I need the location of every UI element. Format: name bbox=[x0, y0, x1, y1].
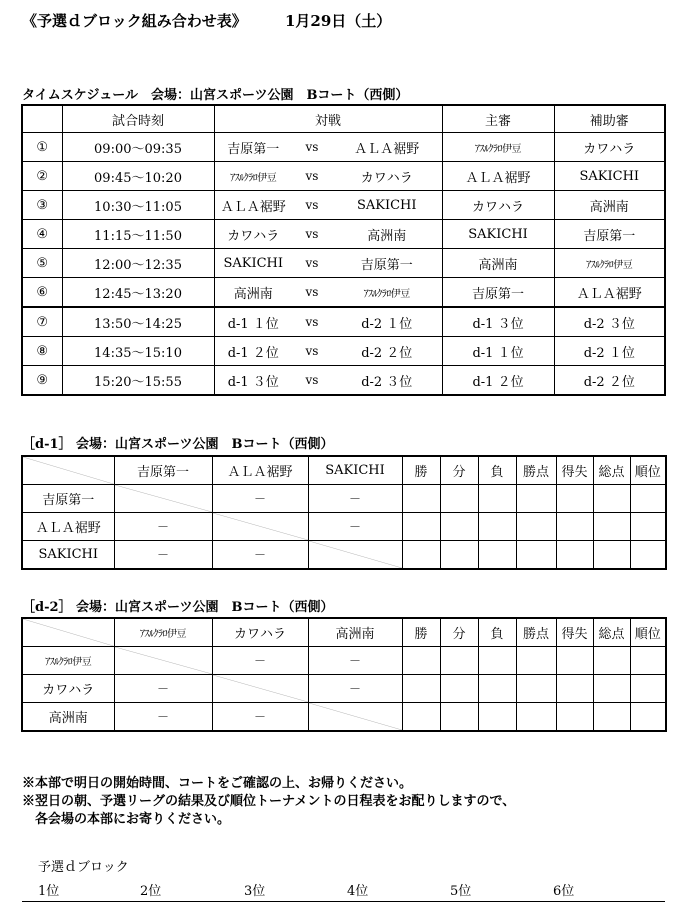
league-stat-cell bbox=[478, 647, 516, 675]
league-stat-cell bbox=[516, 647, 556, 675]
match-time: 11:15〜11:50 bbox=[62, 220, 214, 249]
match-result-cell: － bbox=[114, 541, 212, 570]
league-row bbox=[22, 675, 666, 703]
team1-name: SAKICHI bbox=[214, 249, 292, 278]
league-stat-cell bbox=[440, 513, 478, 541]
schedule-header-time: 試合時刻 bbox=[62, 105, 214, 133]
match-number: ② bbox=[22, 162, 62, 191]
match-number: ⑨ bbox=[22, 366, 62, 396]
league-stat-cell bbox=[556, 675, 593, 703]
rank-label: 6位 bbox=[553, 884, 575, 899]
match-number: ③ bbox=[22, 191, 62, 220]
team1-name: ＡＬＡ裾野 bbox=[214, 191, 292, 220]
team2-name: 吉原第一 bbox=[332, 249, 442, 278]
vs-label: vs bbox=[292, 191, 332, 220]
league-stat-header: 勝点 bbox=[516, 618, 556, 647]
assistant-name: 高洲南 bbox=[554, 191, 665, 220]
self-match-cell bbox=[212, 675, 308, 703]
diagonal-corner-cell bbox=[22, 456, 114, 485]
league-stat-cell bbox=[556, 541, 593, 570]
league-stat-cell bbox=[402, 485, 440, 513]
schedule-row bbox=[22, 278, 665, 308]
team2-name: d-2 １位 bbox=[332, 307, 442, 337]
page-title: 《予選ｄブロック組み合わせ表》 bbox=[22, 12, 247, 30]
team2-name: SAKICHI bbox=[332, 191, 442, 220]
league-stat-header: 順位 bbox=[630, 456, 666, 485]
league-stat-cell bbox=[516, 513, 556, 541]
referee-name: ＡＬＡ裾野 bbox=[442, 162, 554, 191]
league-stat-cell bbox=[593, 703, 630, 732]
diagonal-corner-cell bbox=[22, 618, 114, 647]
league-stat-header: 得失 bbox=[556, 456, 593, 485]
referee-name: d-1 ２位 bbox=[442, 366, 554, 396]
match-time: 13:50〜14:25 bbox=[62, 307, 214, 337]
referee-name: 吉原第一 bbox=[442, 278, 554, 308]
schedule-row bbox=[22, 162, 665, 191]
team2-name: ＡＬＡ裾野 bbox=[332, 133, 442, 162]
self-match-cell bbox=[114, 485, 212, 513]
league-stat-cell bbox=[630, 513, 666, 541]
vs-label: vs bbox=[292, 162, 332, 191]
league-stat-cell bbox=[516, 541, 556, 570]
league-header-row bbox=[22, 618, 666, 647]
match-number: ⑦ bbox=[22, 307, 62, 337]
referee-name: カワハラ bbox=[442, 191, 554, 220]
match-result-cell: － bbox=[114, 513, 212, 541]
schedule-row bbox=[22, 191, 665, 220]
league-stat-header: 負 bbox=[478, 618, 516, 647]
schedule-row bbox=[22, 337, 665, 366]
vs-label: vs bbox=[292, 337, 332, 366]
league-stat-cell bbox=[478, 541, 516, 570]
league-stat-cell bbox=[516, 703, 556, 732]
self-match-cell bbox=[308, 703, 402, 732]
referee-name: d-1 １位 bbox=[442, 337, 554, 366]
assistant-name: ＡＬＡ裾野 bbox=[554, 278, 665, 308]
vs-label: vs bbox=[292, 220, 332, 249]
match-time: 12:45〜13:20 bbox=[62, 278, 214, 308]
league2-table bbox=[21, 617, 667, 732]
schedule-header-row bbox=[22, 105, 665, 133]
league-team-name: SAKICHI bbox=[22, 541, 114, 570]
league-stat-cell bbox=[402, 541, 440, 570]
schedule-row bbox=[22, 366, 665, 396]
league-stat-cell bbox=[630, 541, 666, 570]
league-team-header: 高洲南 bbox=[308, 618, 402, 647]
league-team-header: カワハラ bbox=[212, 618, 308, 647]
league-stat-cell bbox=[478, 513, 516, 541]
referee-name: 高洲南 bbox=[442, 249, 554, 278]
league-stat-header: 総点 bbox=[593, 456, 630, 485]
schedule-row bbox=[22, 307, 665, 337]
team2-name: ｱｽﾙｸﾗﾛ伊豆 bbox=[332, 278, 442, 308]
team1-name: 高洲南 bbox=[214, 278, 292, 308]
self-match-cell bbox=[212, 513, 308, 541]
schedule-header-no bbox=[22, 105, 62, 133]
league-stat-cell bbox=[630, 647, 666, 675]
match-number: ⑧ bbox=[22, 337, 62, 366]
team2-name: d-2 ３位 bbox=[332, 366, 442, 396]
rank-label: 3位 bbox=[244, 884, 266, 899]
league-stat-cell bbox=[556, 485, 593, 513]
league-stat-header: 勝 bbox=[402, 618, 440, 647]
vs-label: vs bbox=[292, 249, 332, 278]
vs-label: vs bbox=[292, 278, 332, 308]
team2-name: カワハラ bbox=[332, 162, 442, 191]
self-match-cell bbox=[114, 647, 212, 675]
league-stat-cell bbox=[593, 485, 630, 513]
team1-name: d-1 ３位 bbox=[214, 366, 292, 396]
league-row bbox=[22, 513, 666, 541]
league-stat-cell bbox=[516, 675, 556, 703]
league2-title: ［d-2］ 会場：山宮スポーツ公園 Bコート（西側） bbox=[22, 600, 334, 615]
league-team-header: ＡＬＡ裾野 bbox=[212, 456, 308, 485]
league-stat-cell bbox=[630, 703, 666, 732]
match-result-cell: － bbox=[308, 675, 402, 703]
match-number: ① bbox=[22, 133, 62, 162]
league-stat-cell bbox=[440, 703, 478, 732]
league-stat-cell bbox=[556, 647, 593, 675]
schedule-header-assistant: 補助審 bbox=[554, 105, 665, 133]
match-result-cell: － bbox=[308, 513, 402, 541]
league-stat-cell bbox=[440, 485, 478, 513]
rank-label: 1位 bbox=[38, 884, 60, 899]
match-result-cell: － bbox=[308, 647, 402, 675]
results-underline bbox=[22, 901, 665, 902]
league-row bbox=[22, 485, 666, 513]
league-stat-header: 順位 bbox=[630, 618, 666, 647]
match-result-cell: － bbox=[114, 675, 212, 703]
match-number: ④ bbox=[22, 220, 62, 249]
assistant-name: d-2 １位 bbox=[554, 337, 665, 366]
schedule-table bbox=[21, 104, 666, 396]
assistant-name: SAKICHI bbox=[554, 162, 665, 191]
rank-label: 2位 bbox=[140, 884, 162, 899]
match-time: 14:35〜15:10 bbox=[62, 337, 214, 366]
league-stat-cell bbox=[593, 647, 630, 675]
results-title: 予選ｄブロック bbox=[38, 860, 129, 875]
league-stat-header: 勝 bbox=[402, 456, 440, 485]
league-stat-cell bbox=[630, 485, 666, 513]
league-stat-header: 分 bbox=[440, 456, 478, 485]
match-time: 12:00〜12:35 bbox=[62, 249, 214, 278]
league-row bbox=[22, 541, 666, 570]
league-stat-header: 得失 bbox=[556, 618, 593, 647]
note-line: ※翌日の朝、予選リーグの結果及び順位トーナメントの日程表をお配りしますので、 bbox=[22, 794, 516, 809]
schedule-row bbox=[22, 249, 665, 278]
league-stat-header: 勝点 bbox=[516, 456, 556, 485]
league-stat-cell bbox=[556, 703, 593, 732]
league-stat-cell bbox=[402, 647, 440, 675]
match-time: 09:45〜10:20 bbox=[62, 162, 214, 191]
league-stat-cell bbox=[478, 703, 516, 732]
league-team-header: ｱｽﾙｸﾗﾛ伊豆 bbox=[114, 618, 212, 647]
match-time: 10:30〜11:05 bbox=[62, 191, 214, 220]
league-stat-cell bbox=[593, 541, 630, 570]
league-stat-cell bbox=[402, 513, 440, 541]
league-header-row bbox=[22, 456, 666, 485]
match-result-cell: － bbox=[212, 541, 308, 570]
league-team-header: 吉原第一 bbox=[114, 456, 212, 485]
referee-name: SAKICHI bbox=[442, 220, 554, 249]
league-team-name: カワハラ bbox=[22, 675, 114, 703]
league1-title: ［d-1］ 会場：山宮スポーツ公園 Bコート（西側） bbox=[22, 437, 334, 452]
vs-label: vs bbox=[292, 307, 332, 337]
league-stat-cell bbox=[402, 703, 440, 732]
league-stat-header: 負 bbox=[478, 456, 516, 485]
match-number: ⑥ bbox=[22, 278, 62, 308]
page-date: 1月29日（土） bbox=[285, 12, 392, 30]
assistant-name: 吉原第一 bbox=[554, 220, 665, 249]
team1-name: カワハラ bbox=[214, 220, 292, 249]
assistant-name: d-2 ２位 bbox=[554, 366, 665, 396]
league-team-header: SAKICHI bbox=[308, 456, 402, 485]
assistant-name: d-2 ３位 bbox=[554, 307, 665, 337]
league-team-name: 高洲南 bbox=[22, 703, 114, 732]
schedule-title: タイムスケジュール 会場：山宮スポーツ公園 Bコート（西側） bbox=[22, 88, 409, 103]
league-stat-cell bbox=[630, 675, 666, 703]
schedule-row bbox=[22, 220, 665, 249]
league-stat-cell bbox=[402, 675, 440, 703]
rank-label: 4位 bbox=[347, 884, 369, 899]
match-time: 15:20〜15:55 bbox=[62, 366, 214, 396]
league-stat-cell bbox=[593, 675, 630, 703]
team2-name: 高洲南 bbox=[332, 220, 442, 249]
schedule-header-referee: 主審 bbox=[442, 105, 554, 133]
league-stat-cell bbox=[593, 513, 630, 541]
league-stat-cell bbox=[478, 675, 516, 703]
vs-label: vs bbox=[292, 366, 332, 396]
match-time: 09:00〜09:35 bbox=[62, 133, 214, 162]
referee-name: ｱｽﾙｸﾗﾛ伊豆 bbox=[442, 133, 554, 162]
team1-name: ｱｽﾙｸﾗﾛ伊豆 bbox=[214, 162, 292, 191]
vs-label: vs bbox=[292, 133, 332, 162]
match-result-cell: － bbox=[212, 485, 308, 513]
league-stat-cell bbox=[516, 485, 556, 513]
rank-label: 5位 bbox=[450, 884, 472, 899]
referee-name: d-1 ３位 bbox=[442, 307, 554, 337]
note-line: ※本部で明日の開始時間、コートをご確認の上、お帰りください。 bbox=[22, 776, 413, 791]
note-line: 各会場の本部にお寄りください。 bbox=[22, 812, 231, 827]
match-number: ⑤ bbox=[22, 249, 62, 278]
league-stat-cell bbox=[440, 675, 478, 703]
league-row bbox=[22, 703, 666, 732]
league-stat-header: 分 bbox=[440, 618, 478, 647]
league1-table bbox=[21, 455, 667, 570]
team2-name: d-2 ２位 bbox=[332, 337, 442, 366]
team1-name: d-1 １位 bbox=[214, 307, 292, 337]
schedule-header-match: 対戦 bbox=[214, 105, 442, 133]
schedule-row bbox=[22, 133, 665, 162]
league-stat-cell bbox=[478, 485, 516, 513]
match-result-cell: － bbox=[212, 703, 308, 732]
league-stat-cell bbox=[440, 647, 478, 675]
league-stat-header: 総点 bbox=[593, 618, 630, 647]
league-team-name: ＡＬＡ裾野 bbox=[22, 513, 114, 541]
self-match-cell bbox=[308, 541, 402, 570]
league-stat-cell bbox=[440, 541, 478, 570]
notes bbox=[22, 775, 515, 829]
league-team-name: ｱｽﾙｸﾗﾛ伊豆 bbox=[22, 647, 114, 675]
match-result-cell: － bbox=[114, 703, 212, 732]
league-row bbox=[22, 647, 666, 675]
league-stat-cell bbox=[556, 513, 593, 541]
match-result-cell: － bbox=[212, 647, 308, 675]
league-team-name: 吉原第一 bbox=[22, 485, 114, 513]
match-result-cell: － bbox=[308, 485, 402, 513]
assistant-name: カワハラ bbox=[554, 133, 665, 162]
team1-name: 吉原第一 bbox=[214, 133, 292, 162]
assistant-name: ｱｽﾙｸﾗﾛ伊豆 bbox=[554, 249, 665, 278]
team1-name: d-1 ２位 bbox=[214, 337, 292, 366]
